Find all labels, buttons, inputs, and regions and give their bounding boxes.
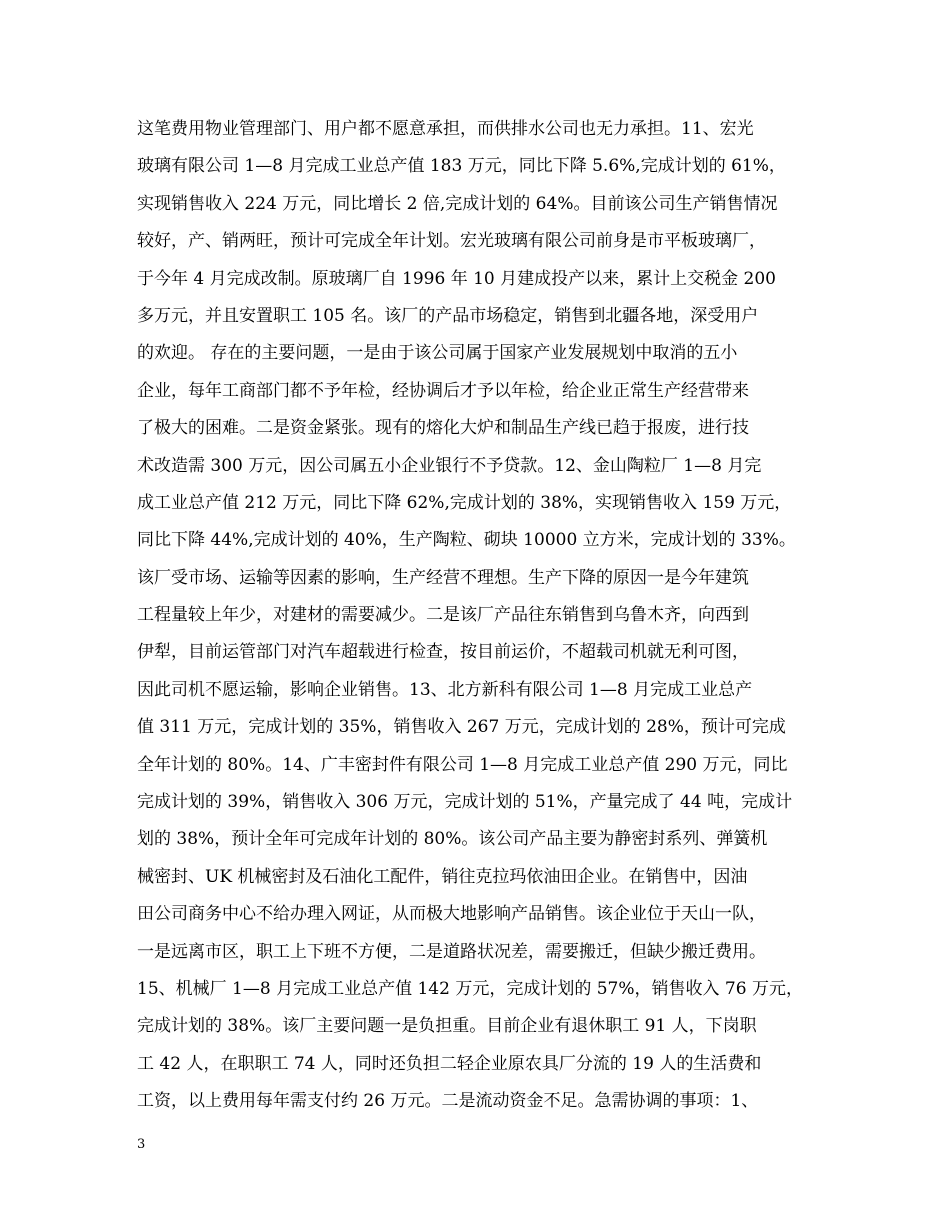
text-line: 工 42 人，在职职工 74 人，同时还负担二轻企业原农具厂分流的 19 人的生活费和 xyxy=(137,1053,762,1074)
text-line: 田公司商务中心不给办理入网证，从而极大地影响产品销售。该企业位于天山一队， xyxy=(137,904,766,925)
text-line: 该厂受市场、运输等因素的影响，生产经营不理想。生产下降的原因一是今年建筑 xyxy=(137,567,749,588)
body-text xyxy=(137,111,827,1121)
text-line: 15、机械厂 1—8 月完成工业总产值 142 万元，完成计划的 57%，销售收入 76 万元， xyxy=(137,978,803,999)
text-line: 于今年 4 月完成改制。原玻璃厂自 1996 年 10 月建成投产以来，累计上交税金 200 xyxy=(137,268,776,289)
text-line: 完成计划的 39%，销售收入 306 万元，完成计划的 51%，产量完成了 44 吨，完成计 xyxy=(137,792,793,813)
text-line: 械密封、UK 机械密封及石油化工配件，销往克拉玛依油田企业。在销售中，因油 xyxy=(137,866,748,887)
text-line: 工程量较上年少，对建材的需要减少。二是该厂产品往东销售到乌鲁木齐，向西到 xyxy=(137,605,749,626)
text-line: 这笔费用物业管理部门、用户都不愿意承担，而供排水公司也无力承担。11、宏光 xyxy=(137,119,754,139)
text-line: 企业，每年工商部门都不予年检，经协调后才予以年检，给企业正常生产经营带来 xyxy=(137,380,749,401)
text-line: 较好，产、销两旺，预计可完成全年计划。宏光玻璃有限公司前身是市平板玻璃厂， xyxy=(137,231,766,252)
text-line: 一是远离市区，职工上下班不方便，二是道路状况差，需要搬迁，但缺少搬迁费用。 xyxy=(137,941,766,962)
text-line: 了极大的困难。二是资金紧张。现有的熔化大炉和制品生产线已趋于报废，进行技 xyxy=(137,418,749,439)
text-line: 划的 38%，预计全年可完成年计划的 80%。该公司产品主要为静密封系列、弹簧机 xyxy=(137,829,768,850)
text-line: 全年计划的 80%。14、广丰密封件有限公司 1—8 月完成工业总产值 290 万元，同比 xyxy=(137,754,788,775)
text-line: 值 311 万元，完成计划的 35%，销售收入 267 万元，完成计划的 28%，预计可完成 xyxy=(137,717,786,738)
text-line: 因此司机不愿运输，影响企业销售。13、北方新科有限公司 1—8 月完成工业总产 xyxy=(137,679,753,700)
text-line: 同比下降 44%,完成计划的 40%，生产陶粒、砌块 10000 立方米，完成计划的 33%。 xyxy=(137,530,796,551)
text-line: 实现销售收入 224 万元，同比增长 2 倍,完成计划的 64%。目前该公司生产销售情况 xyxy=(137,193,778,214)
text-line: 术改造需 300 万元，因公司属五小企业银行不予贷款。12、金山陶粒厂 1—8 月完 xyxy=(137,455,762,476)
text-line: 多万元，并且安置职工 105 名。该厂的产品市场稳定，销售到北疆各地，深受用户 xyxy=(137,305,759,326)
text-line: 伊犁，目前运管部门对汽车超载进行检查，按目前运价，不超载司机就无利可图， xyxy=(137,642,749,663)
text-line: 工资，以上费用每年需支付约 26 万元。二是流动资金不足。急需协调的事项：1、 xyxy=(137,1091,759,1112)
page-number: 3 xyxy=(137,1137,146,1152)
text-line: 的欢迎。 存在的主要问题，一是由于该公司属于国家产业发展规划中取消的五小 xyxy=(137,343,738,364)
text-line: 成工业总产值 212 万元，同比下降 62%,完成计划的 38%，实现销售收入 159 万元， xyxy=(137,492,792,513)
text-line: 玻璃有限公司 1—8 月完成工业总产值 183 万元，同比下降 5.6%,完成计划的 61%， xyxy=(137,156,786,177)
text-line: 完成计划的 38%。该厂主要问题一是负担重。目前企业有退休职工 91 人，下岗职 xyxy=(137,1016,757,1037)
